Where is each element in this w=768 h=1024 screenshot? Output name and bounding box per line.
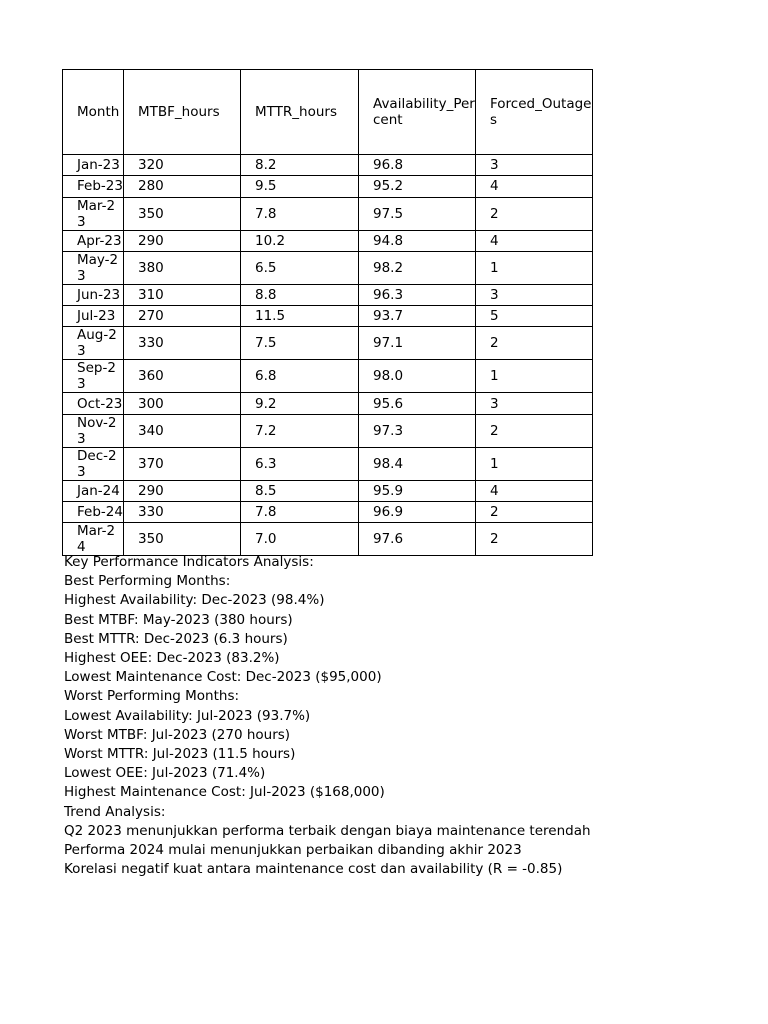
- table-row: [63, 393, 593, 414]
- cell-mtbf: 320: [124, 155, 241, 176]
- cell-availability: 96.3: [359, 284, 476, 305]
- cell-month: May-23: [63, 251, 124, 284]
- table-row: [63, 230, 593, 251]
- analysis-line: Performa 2024 mulai menunjukkan perbaikan dibanding akhir 2023: [64, 842, 522, 859]
- cell-forced-outages: 2: [476, 523, 593, 556]
- cell-mttr: 6.3: [241, 447, 359, 480]
- cell-month: Jun-23: [63, 284, 124, 305]
- cell-mttr: 9.2: [241, 393, 359, 414]
- cell-forced-outages: 3: [476, 155, 593, 176]
- cell-mttr: 7.2: [241, 414, 359, 447]
- reliability-table: [62, 69, 593, 556]
- cell-forced-outages: 2: [476, 197, 593, 230]
- cell-forced-outages: 4: [476, 176, 593, 197]
- cell-availability: 98.4: [359, 447, 476, 480]
- analysis-line: Best MTTR: Dec-2023 (6.3 hours): [64, 630, 288, 647]
- cell-availability: 95.2: [359, 176, 476, 197]
- header-availability: Availability_Percent: [359, 70, 476, 155]
- cell-month: Nov-23: [63, 414, 124, 447]
- cell-forced-outages: 2: [476, 414, 593, 447]
- analysis-line: Worst Performing Months:: [64, 688, 240, 705]
- cell-forced-outages: 2: [476, 327, 593, 360]
- table-row: [63, 327, 593, 360]
- cell-mtbf: 330: [124, 327, 241, 360]
- cell-mttr: 7.0: [241, 523, 359, 556]
- cell-availability: 98.0: [359, 360, 476, 393]
- analysis-line: Q2 2023 menunjukkan performa terbaik dengan biaya maintenance terendah: [64, 822, 591, 839]
- cell-mtbf: 370: [124, 447, 241, 480]
- table-row: [63, 502, 593, 523]
- table-row: [63, 523, 593, 556]
- table-row: [63, 360, 593, 393]
- cell-mttr: 8.8: [241, 284, 359, 305]
- table-row: [63, 197, 593, 230]
- cell-mttr: 6.5: [241, 251, 359, 284]
- table-header-row: [63, 70, 593, 155]
- cell-mtbf: 280: [124, 176, 241, 197]
- analysis-line: Lowest Maintenance Cost: Dec-2023 ($95,000): [64, 669, 382, 686]
- cell-availability: 95.6: [359, 393, 476, 414]
- cell-forced-outages: 2: [476, 502, 593, 523]
- cell-month: Oct-23: [63, 393, 124, 414]
- cell-forced-outages: 3: [476, 284, 593, 305]
- cell-mttr: 6.8: [241, 360, 359, 393]
- cell-forced-outages: 4: [476, 480, 593, 501]
- cell-mtbf: 350: [124, 197, 241, 230]
- table-row: [63, 447, 593, 480]
- cell-mtbf: 270: [124, 306, 241, 327]
- table-row: [63, 251, 593, 284]
- cell-month: Dec-23: [63, 447, 124, 480]
- cell-month: Sep-23: [63, 360, 124, 393]
- cell-availability: 97.6: [359, 523, 476, 556]
- cell-mttr: 7.8: [241, 502, 359, 523]
- cell-month: Apr-23: [63, 230, 124, 251]
- cell-forced-outages: 1: [476, 251, 593, 284]
- header-mtbf: MTBF_hours: [124, 70, 241, 155]
- table-row: [63, 414, 593, 447]
- cell-mttr: 7.8: [241, 197, 359, 230]
- analysis-line: Worst MTBF: Jul-2023 (270 hours): [64, 726, 291, 743]
- cell-mttr: 7.5: [241, 327, 359, 360]
- cell-mtbf: 380: [124, 251, 241, 284]
- cell-forced-outages: 1: [476, 447, 593, 480]
- table-row: [63, 306, 593, 327]
- analysis-line: Highest OEE: Dec-2023 (83.2%): [64, 650, 280, 667]
- cell-month: Aug-23: [63, 327, 124, 360]
- kpi-analysis-text: [64, 553, 591, 879]
- cell-month: Jan-23: [63, 155, 124, 176]
- header-mttr: MTTR_hours: [241, 70, 359, 155]
- cell-mttr: 8.5: [241, 480, 359, 501]
- cell-mtbf: 350: [124, 523, 241, 556]
- cell-month: Mar-23: [63, 197, 124, 230]
- cell-mtbf: 300: [124, 393, 241, 414]
- cell-mtbf: 330: [124, 502, 241, 523]
- cell-month: Feb-24: [63, 502, 124, 523]
- cell-availability: 98.2: [359, 251, 476, 284]
- analysis-line: Key Performance Indicators Analysis:: [64, 554, 314, 570]
- header-forced-outages: Forced_Outages: [476, 70, 593, 155]
- cell-mttr: 9.5: [241, 176, 359, 197]
- analysis-line: Lowest OEE: Jul-2023 (71.4%): [64, 765, 266, 782]
- analysis-line: Korelasi negatif kuat antara maintenance cost dan availability (R = -0.85): [64, 861, 563, 878]
- cell-availability: 97.3: [359, 414, 476, 447]
- cell-forced-outages: 1: [476, 360, 593, 393]
- cell-month: Feb-23: [63, 176, 124, 197]
- analysis-line: Highest Maintenance Cost: Jul-2023 ($168,000): [64, 784, 385, 801]
- cell-availability: 96.9: [359, 502, 476, 523]
- analysis-line: Trend Analysis:: [64, 803, 166, 820]
- cell-month: Mar-24: [63, 523, 124, 556]
- table-row: [63, 176, 593, 197]
- cell-availability: 95.9: [359, 480, 476, 501]
- cell-availability: 97.1: [359, 327, 476, 360]
- table-row: [63, 480, 593, 501]
- analysis-line: Highest Availability: Dec-2023 (98.4%): [64, 592, 325, 609]
- cell-mttr: 10.2: [241, 230, 359, 251]
- analysis-line: Best MTBF: May-2023 (380 hours): [64, 611, 293, 628]
- cell-mttr: 8.2: [241, 155, 359, 176]
- cell-mttr: 11.5: [241, 306, 359, 327]
- cell-mtbf: 290: [124, 230, 241, 251]
- cell-availability: 97.5: [359, 197, 476, 230]
- cell-forced-outages: 4: [476, 230, 593, 251]
- cell-month: Jan-24: [63, 480, 124, 501]
- cell-mtbf: 290: [124, 480, 241, 501]
- table-body: [63, 155, 593, 556]
- header-month: Month: [63, 70, 124, 155]
- cell-availability: 96.8: [359, 155, 476, 176]
- cell-forced-outages: 5: [476, 306, 593, 327]
- analysis-line: Best Performing Months:: [64, 573, 231, 590]
- table-row: [63, 155, 593, 176]
- analysis-line: Worst MTTR: Jul-2023 (11.5 hours): [64, 746, 296, 763]
- cell-availability: 94.8: [359, 230, 476, 251]
- cell-mtbf: 360: [124, 360, 241, 393]
- cell-mtbf: 340: [124, 414, 241, 447]
- cell-availability: 93.7: [359, 306, 476, 327]
- cell-forced-outages: 3: [476, 393, 593, 414]
- table-row: [63, 284, 593, 305]
- analysis-line: Lowest Availability: Jul-2023 (93.7%): [64, 707, 311, 724]
- cell-month: Jul-23: [63, 306, 124, 327]
- cell-mtbf: 310: [124, 284, 241, 305]
